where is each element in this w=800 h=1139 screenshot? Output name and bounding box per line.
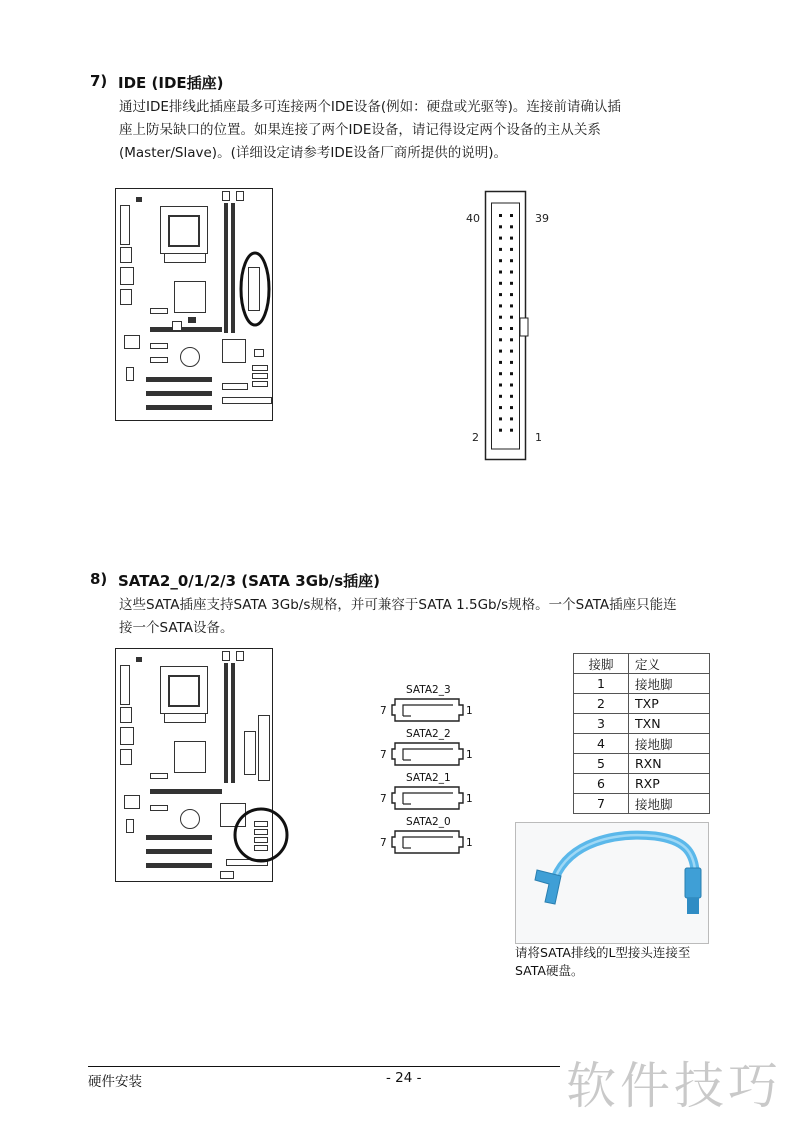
table-cell-pin: 5 [574,754,629,774]
sata-connector-label: SATA2_3 [406,684,451,696]
table-cell-pin: 7 [574,794,629,814]
section7-line-3: (Master/Slave)。(详细设定请参考IDE设备厂商所提供的说明)。 [119,145,508,161]
ide-pin [510,271,513,274]
ide-pin [499,259,502,262]
sata-pin-1-label: 1 [466,793,473,805]
sata-highlight-circle [232,806,290,864]
ide-pin [510,214,513,217]
sata-cable-photo [515,822,709,944]
ide-pin [510,372,513,375]
watermark-text: 软件技巧 [566,1057,782,1115]
section8-line-1: 这些SATA插座支持SATA 3Gb/s规格，并可兼容于SATA 1.5Gb/s规格。一个SATA插座只能连 [119,597,677,613]
section8-line-2: 接一个SATA设备。 [119,620,234,636]
table-cell-pin: 3 [574,714,629,734]
ide-pin [499,282,502,285]
table-cell-definition: 接地脚 [629,794,710,814]
ide-pin [510,237,513,240]
section7-paragraph [119,96,719,165]
sata-connector-label: SATA2_2 [406,728,451,740]
table-header-definition: 定义 [629,654,710,674]
ide-pin [499,214,502,217]
sata-pin-7-label: 7 [380,749,387,761]
sata-connector-1 [380,772,480,812]
ide-pin [510,304,513,307]
ide-pin [499,361,502,364]
section8-number: 8) [90,570,108,588]
ide-pin [510,384,513,387]
table-cell-pin: 4 [574,734,629,754]
table-cell-definition: RXP [629,774,710,794]
ide-pin [510,406,513,409]
table-row [574,674,710,694]
section8-title: SATA2_0/1/2/3 (SATA 3Gb/s插座) [118,572,381,590]
table-row [574,714,710,734]
ide-pin-label-1: 1 [535,431,542,444]
table-cell-definition: RXN [629,754,710,774]
sata-pin-1-label: 1 [466,749,473,761]
ide-header-diagram [484,190,530,462]
ide-pin [499,417,502,420]
sata-pin-1-label: 1 [466,837,473,849]
sata-pin-7-label: 7 [380,705,387,717]
ide-pin [510,293,513,296]
table-cell-definition: 接地脚 [629,674,710,694]
table-row [574,734,710,754]
ide-pin [510,350,513,353]
ide-pin [510,248,513,251]
sata-connector-label: SATA2_0 [406,816,451,828]
section7-line-2: 座上防呆缺口的位置。如果连接了两个IDE设备，请记得设定两个设备的主从关系 [119,122,601,138]
section7-number: 7) [90,72,108,90]
ide-pin [510,225,513,228]
sata-connector-group [380,684,480,864]
ide-pin [499,248,502,251]
table-row [574,774,710,794]
sata-connector-3 [380,684,480,724]
table-cell-definition: TXP [629,694,710,714]
ide-pin [499,384,502,387]
ide-pin-label-2: 2 [472,431,479,444]
table-cell-pin: 2 [574,694,629,714]
ide-pin [510,395,513,398]
ide-pin [510,282,513,285]
table-cell-pin: 1 [574,674,629,694]
sata-connector-label: SATA2_1 [406,772,451,784]
ide-pin [499,406,502,409]
ide-pin [499,429,502,432]
sata-connector-0 [380,816,480,856]
sata-port-shape [391,697,465,723]
sata-pin-7-label: 7 [380,837,387,849]
ide-pin-label-39: 39 [535,212,549,225]
ide-pin [499,316,502,319]
ide-pin [499,350,502,353]
table-row [574,694,710,714]
ide-highlight-circle [238,250,272,328]
sata-pin-table [573,653,710,814]
ide-pin [510,338,513,341]
ide-pin [499,293,502,296]
table-cell-definition: 接地脚 [629,734,710,754]
section8-paragraph [119,594,729,640]
footer-rule [88,1066,560,1067]
ide-pin [510,316,513,319]
table-header-row [574,654,710,674]
caption-line-1: 请将SATA排线的L型接头连接至 [515,945,691,960]
sata-port-shape [391,785,465,811]
footer-page-number: - 24 - [386,1070,422,1086]
ide-pin [499,304,502,307]
ide-pin [510,361,513,364]
table-row [574,754,710,774]
table-cell-definition: TXN [629,714,710,734]
table-cell-pin: 6 [574,774,629,794]
caption-line-2: SATA硬盘。 [515,963,584,978]
sata-connector-2 [380,728,480,768]
section7-line-1: 通过IDE排线此插座最多可连接两个IDE设备(例如：硬盘或光驱等)。连接前请确认插 [119,99,621,115]
ide-pin [510,327,513,330]
ide-pin-label-40: 40 [466,212,480,225]
footer-section-name: 硬件安装 [88,1074,142,1090]
table-row [574,794,710,814]
sata-port-shape [391,741,465,767]
ide-pin [499,338,502,341]
ide-pin [510,417,513,420]
ide-pin [499,271,502,274]
sata-pin-7-label: 7 [380,793,387,805]
sata-pin-1-label: 1 [466,705,473,717]
ide-pin [499,395,502,398]
ide-pin [499,372,502,375]
sata-cable-caption [515,944,690,980]
ide-pin [510,259,513,262]
table-header-pin: 接脚 [574,654,629,674]
ide-pin [499,327,502,330]
section7-title: IDE (IDE插座) [118,74,224,92]
sata-port-shape [391,829,465,855]
ide-pin [510,429,513,432]
ide-pin [499,237,502,240]
ide-pin [499,225,502,228]
